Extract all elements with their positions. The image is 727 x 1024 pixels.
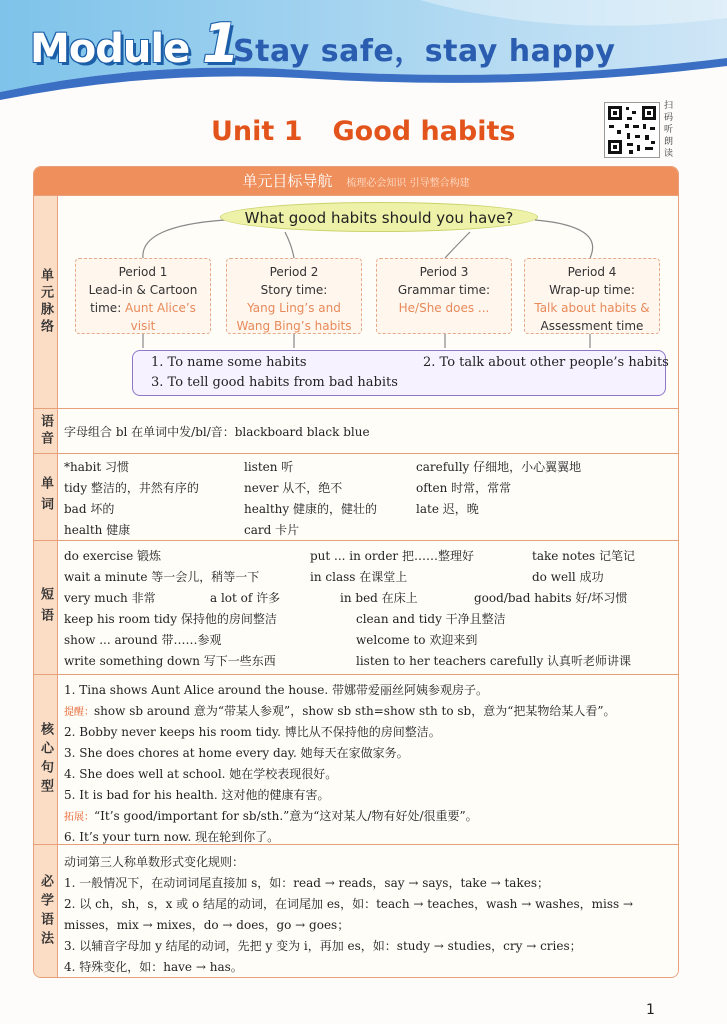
period-topic: Yang Ling’s and [247, 301, 341, 315]
period-type: Story time: [260, 283, 328, 297]
period-topic: He/She does ... [398, 301, 490, 315]
module-subtitle: Stay safe，stay happy [233, 34, 616, 69]
sentence-item: 5. It is bad for his health. 这对他的健康有害。 [64, 788, 330, 802]
grammar-row [34, 844, 679, 978]
unit-goals-box [132, 350, 669, 396]
unit-goal-panel [33, 166, 679, 978]
period-topic-cont: visit [130, 319, 156, 333]
grammar-line: 1. 一般情况下，在动词词尾直接加 s，如：read → reads，say → says，take → takes； [64, 876, 549, 890]
overview-row [34, 195, 679, 408]
phrase-item: in bed 在床上 [340, 591, 418, 605]
panel-subtitle: 梳理必会知识 引导整合构建 [346, 178, 470, 189]
sentences-side-label: 核心句型 [34, 675, 58, 844]
period-2-box [226, 258, 362, 334]
phrase-item: listen to her teachers carefully 认真听老师讲课 [356, 654, 632, 668]
phrase-item: show ... around 带……参观 [64, 633, 222, 647]
sentence-item: 6. It’s your turn now. 现在轮到你了。 [64, 830, 280, 844]
grammar-side-label: 必学语法 [34, 845, 58, 978]
page-number: 1 [646, 1002, 655, 1018]
phrase-item: write something down 写下一些东西 [64, 654, 276, 668]
sentences-cell [60, 675, 679, 844]
period-label: Period 3 [419, 265, 469, 279]
word-item: bad 坏的 [64, 502, 115, 516]
note-item: 提醒：show sb around 意为“带某人参观”，show sb sth=show sth to sb，意为“把某物给某人看”。 [64, 704, 616, 718]
period-4-box [524, 258, 660, 334]
phonics-row [34, 408, 679, 453]
phonics-cell [60, 409, 679, 453]
unit-title [211, 116, 516, 147]
period-topic-cont: Assessment time [540, 319, 644, 333]
period-label: Period 1 [118, 265, 168, 279]
goal-item: 1. To name some habits [151, 355, 307, 370]
grammar-line: 3. 以辅音字母加 y 结尾的动词，先把 y 变为 i，再加 es，如：study → studies，cry → cries； [64, 939, 582, 953]
phrase-item: in class 在课堂上 [310, 570, 408, 584]
word-item: never 从不，绝不 [244, 481, 343, 495]
grammar-line: misses，mix → mixes，do → does，go → goes； [64, 918, 350, 932]
qr-code-pattern [605, 103, 659, 157]
word-item: listen 听 [244, 460, 294, 474]
word-item: *habit 习惯 [64, 460, 130, 474]
word-item: tidy 整洁的，井然有序的 [64, 481, 199, 495]
module-number: 1 [202, 12, 239, 75]
phrase-item: very much 非常 [64, 591, 156, 605]
panel-title: 单元目标导航 [242, 172, 333, 190]
phrase-item: keep his room tidy 保持他的房间整洁 [64, 612, 277, 626]
grammar-line: 4. 特殊变化，如：have → has。 [64, 960, 243, 974]
sentences-row [34, 674, 679, 844]
word-item: often 时常，常常 [416, 481, 512, 495]
phonics-text: 字母组合 bl 在单词中发/bl/音：blackboard black blue [64, 425, 370, 439]
phrase-item: good/bad habits 好/坏习惯 [474, 591, 628, 605]
grammar-line: 2. 以 ch，sh，s，x 或 o 结尾的动词，在词尾加 es，如：teach → teaches，wash → washes，miss → [64, 897, 634, 911]
period-label: Period 2 [269, 265, 319, 279]
sentence-item: 4. She does well at school. 她在学校表现很好。 [64, 767, 338, 781]
period-topic-cont: Wang Bing’s habits [236, 319, 352, 333]
phrases-side-label: 短语 [34, 541, 58, 674]
sentence-item: 3. She does chores at home every day. 她每天在家做家务。 [64, 746, 409, 760]
period-topic: time: Aunt Alice’s [90, 301, 196, 315]
goal-item: 3. To tell good habits from bad habits [151, 375, 398, 390]
phrase-item: do well 成功 [532, 570, 604, 584]
sentence-item: 2. Bobby never keeps his room tidy. 博比从不保持他的房间整洁。 [64, 725, 441, 739]
phrase-item: a lot of 许多 [210, 591, 281, 605]
phrase-item: clean and tidy 干净且整洁 [356, 612, 506, 626]
period-type: Wrap-up time: [549, 283, 635, 297]
overview-side-label: 单元脉络 [34, 196, 58, 408]
key-question: What good habits should you have? [220, 202, 538, 232]
word-item: healthy 健康的，健壮的 [244, 502, 377, 516]
qr-caption: 扫码听朗读 [664, 101, 674, 159]
unit-name: Good habits [332, 116, 516, 147]
period-1-box [75, 258, 211, 334]
phrase-item: do exercise 锻炼 [64, 549, 162, 563]
period-type: Grammar time: [397, 283, 491, 297]
module-title [30, 12, 239, 75]
phrase-item: take notes 记笔记 [532, 549, 636, 563]
words-cell [60, 454, 679, 540]
note-item: 拓展：“It’s good/important for sb/sth.”意为“这对某人/物有好处/很重要”。 [64, 809, 478, 823]
phrases-row [34, 540, 679, 674]
panel-header [34, 167, 678, 195]
period-3-box [376, 258, 512, 334]
grammar-cell [60, 845, 679, 978]
module-banner [0, 0, 727, 108]
phrase-item: welcome to 欢迎来到 [356, 633, 478, 647]
words-side-label: 单词 [34, 454, 58, 540]
words-row [34, 453, 679, 540]
word-item: health 健康 [64, 523, 131, 537]
phrase-item: wait a minute 等一会儿，稍等一下 [64, 570, 260, 584]
sentence-item: 1. Tina shows Aunt Alice around the house. 带娜带爱丽丝阿姨参观房子。 [64, 683, 489, 697]
qr-code[interactable] [604, 102, 660, 158]
word-item: carefully 仔细地，小心翼翼地 [416, 460, 582, 474]
overview-cell [60, 196, 679, 408]
unit-number: Unit 1 [211, 116, 303, 147]
word-item: card 卡片 [244, 523, 300, 537]
period-label: Period 4 [567, 265, 617, 279]
phrase-item: put ... in order 把……整理好 [310, 549, 474, 563]
module-label: Module [30, 26, 190, 72]
word-item: late 迟，晚 [416, 502, 479, 516]
period-type: Lead-in & Cartoon [88, 283, 198, 297]
goal-item: 2. To talk about other people’s habits [423, 355, 669, 370]
phonics-side-label: 语音 [34, 409, 58, 453]
grammar-line: 动词第三人称单数形式变化规则： [64, 855, 245, 869]
phrases-cell [60, 541, 679, 674]
period-topic: Talk about habits & [534, 301, 650, 315]
